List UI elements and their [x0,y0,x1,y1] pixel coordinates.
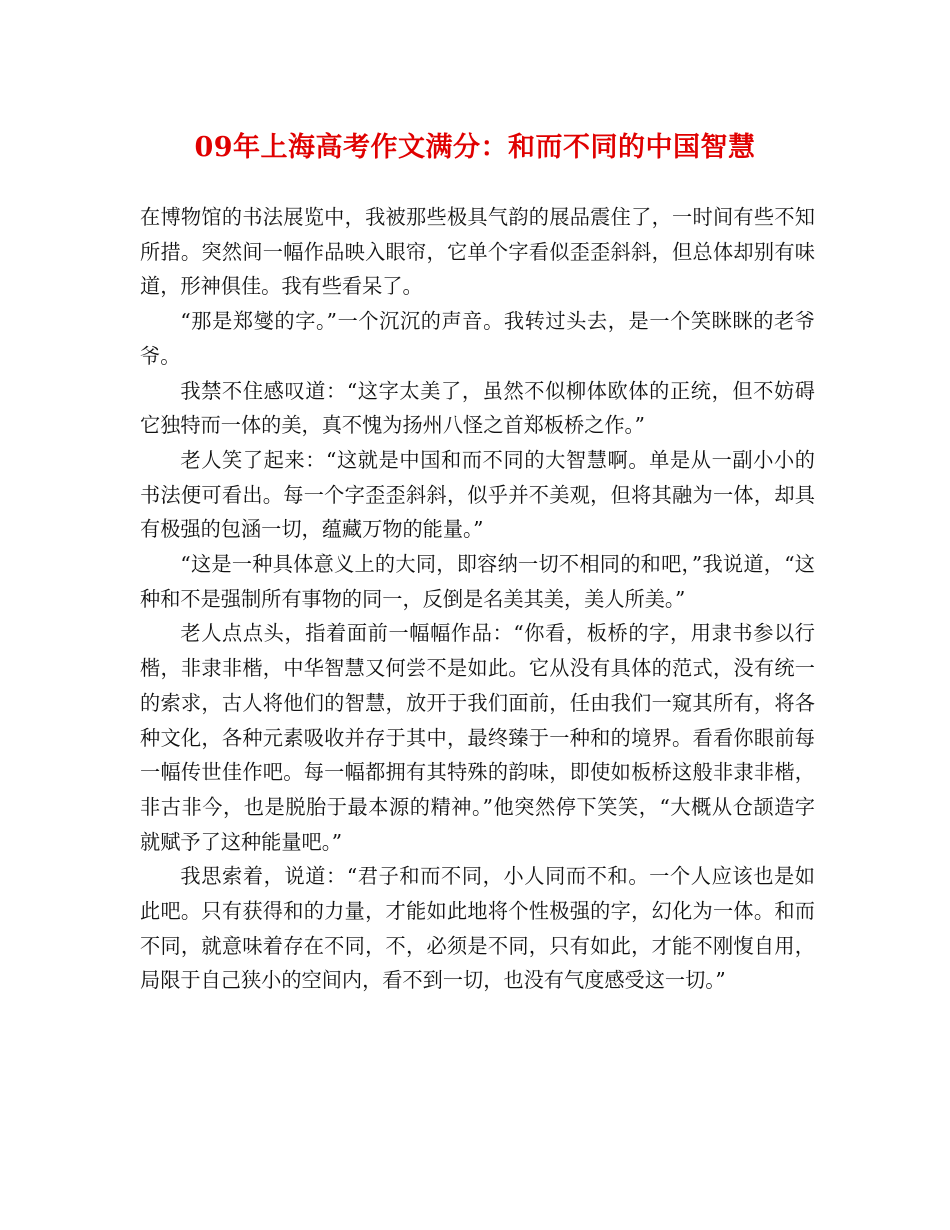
paragraph-3: 我禁不住感叹道：“这字太美了，虽然不似柳体欧体的正统，但不妨碍它独特而一体的美，真不愧为扬州八怪之首郑板桥之作。” [140,378,815,438]
document-title: 09年上海高考作文满分：和而不同的中国智慧 [194,132,756,163]
paragraph-7: 我思索着，说道：“君子和而不同，小人同而不和。一个人应该也是如此吧。只有获得和的力量，才能如此地将个性极强的字，幻化为一体。和而不同，就意味着存在不同，不，必须是不同，只有如此，才能不刚愎自用，局限于自己狭小的空间内，看不到一切，也没有气度感受这一切。” [140,864,815,993]
paragraph-4: 老人笑了起来：“这就是中国和而不同的大智慧啊。单是从一副小小的书法便可看出。每一个字歪歪斜斜，似乎并不美观，但将其融为一体，却具有极强的包涵一切，蕴藏万物的能量。” [140,447,815,542]
paragraph-2: “那是郑燮的字。”一个沉沉的声音。我转过头去，是一个笑眯眯的老爷爷。 [140,309,815,368]
paragraph-6: 老人点点头，指着面前一幅幅作品：“你看，板桥的字，用隶书参以行楷，非隶非楷，中华智慧又何尝不是如此。它从没有具体的范式，没有统一的索求，古人将他们的智慧，放开于我们面前，任由我们一窥其所有，将各种文化，各种元素吸收并存于其中，最终臻于一种和的境界。看看你眼前每一幅传世佳作吧。每一幅都拥有其特殊的韵味，即使如板桥这般非隶非楷，非古非今，也是脱胎于最本源的精神。”他突然停下笑笑，“大概从仓颉造字就赋予了这种能量吧。” [140,621,815,854]
document-body [140,200,815,998]
paragraph-5: “这是一种具体意义上的大同，即容纳一切不相同的和吧，”我说道，“这种和不是强制所有事物的同一，反倒是名美其美，美人所美。” [140,552,815,611]
paragraph-1: 在博物馆的书法展览中，我被那些极具气韵的展品震住了，一时间有些不知所措。突然间一幅作品映入眼帘，它单个字看似歪歪斜斜，但总体却别有味道，形神俱佳。我有些看呆了。 [140,205,815,299]
